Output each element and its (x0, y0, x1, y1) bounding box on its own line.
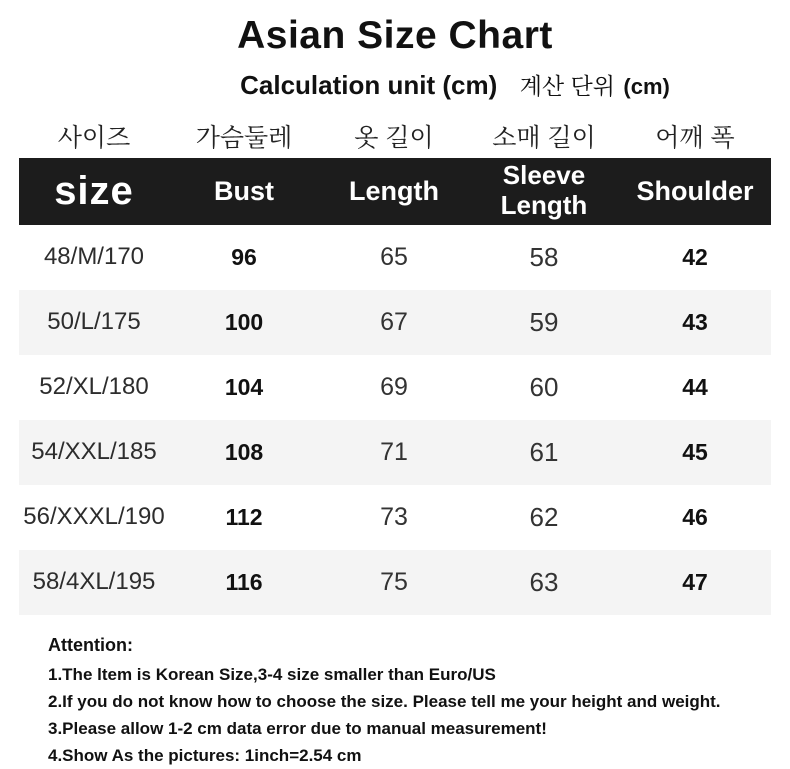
header-size: size (54, 168, 134, 213)
table-row (19, 225, 771, 290)
header-length: Length (349, 175, 439, 206)
subtitle-korean: 계산 단위 (519, 72, 615, 99)
length-cell: 65 (380, 242, 408, 271)
sleeve-cell: 59 (529, 306, 559, 337)
length-cell: 69 (380, 372, 408, 401)
size-cell: 52/XL/180 (39, 373, 149, 401)
table-row (19, 290, 771, 355)
sleeve-cell: 60 (529, 371, 559, 402)
subtitle-english: Calculation unit (cm) (240, 69, 498, 100)
shoulder-cell: 42 (682, 243, 708, 270)
korean-header-length: 옷 길이 (354, 123, 434, 152)
table-row (19, 550, 771, 615)
header-shoulder: Shoulder (636, 175, 754, 206)
table-row (19, 420, 771, 485)
attention-line-1: 1.The ltem is Korean Size,3-4 size smaller than Euro/US (48, 664, 496, 684)
subtitle-inner (240, 68, 670, 101)
bust-cell: 108 (224, 438, 264, 465)
length-cell: 71 (380, 437, 408, 466)
table-row (19, 485, 771, 550)
header-sleeve-line1: Sleeve (502, 160, 586, 191)
korean-header-size: 사이즈 (57, 123, 131, 152)
header-sleeve-line2: Length (500, 190, 588, 221)
size-cell: 54/XXL/185 (31, 438, 157, 466)
bust-cell: 100 (224, 308, 264, 335)
shoulder-cell: 45 (682, 438, 708, 465)
attention-line-2: 2.If you do not know how to choose the size. Please tell me your height and weight. (48, 691, 721, 711)
subtitle (0, 68, 790, 101)
sleeve-cell: 63 (529, 566, 559, 597)
bust-cell: 112 (225, 503, 263, 530)
length-cell: 67 (380, 307, 408, 336)
korean-header-shoulder: 어깨 폭 (655, 123, 735, 152)
bust-cell: 104 (224, 373, 264, 400)
size-cell: 58/4XL/195 (32, 568, 156, 596)
attention-line-4: 4.Show As the pictures: 1inch=2.54 cm (48, 745, 362, 765)
attention-line-3: 3.Please allow 1-2 cm data error due to manual measurement! (48, 718, 547, 738)
size-cell: 56/XXXL/190 (23, 503, 165, 531)
subtitle-korean-unit: (cm) (623, 73, 670, 99)
sleeve-cell: 61 (529, 436, 559, 467)
sleeve-cell: 58 (529, 241, 559, 272)
size-cell: 48/M/170 (43, 243, 145, 271)
attention-section (48, 635, 790, 769)
shoulder-cell: 43 (682, 308, 708, 335)
bust-cell: 116 (225, 568, 263, 595)
shoulder-cell: 46 (682, 503, 708, 530)
shoulder-cell: 47 (682, 568, 708, 595)
korean-header-bust: 가슴둘레 (195, 123, 293, 152)
header-bust: Bust (214, 175, 274, 206)
table-row (19, 355, 771, 420)
sleeve-cell: 62 (529, 501, 559, 532)
korean-header-sleeve: 소매 길이 (492, 123, 596, 152)
korean-header-row (19, 117, 771, 155)
header-sleeve-length (469, 161, 619, 221)
attention-heading: Attention: (48, 634, 133, 655)
bust-cell: 96 (231, 243, 257, 270)
length-cell: 73 (380, 502, 408, 531)
table-header-row (19, 158, 771, 225)
size-cell: 50/L/175 (47, 308, 141, 336)
page-title: Asian Size Chart (237, 14, 553, 57)
shoulder-cell: 44 (682, 373, 708, 400)
length-cell: 75 (380, 567, 408, 596)
